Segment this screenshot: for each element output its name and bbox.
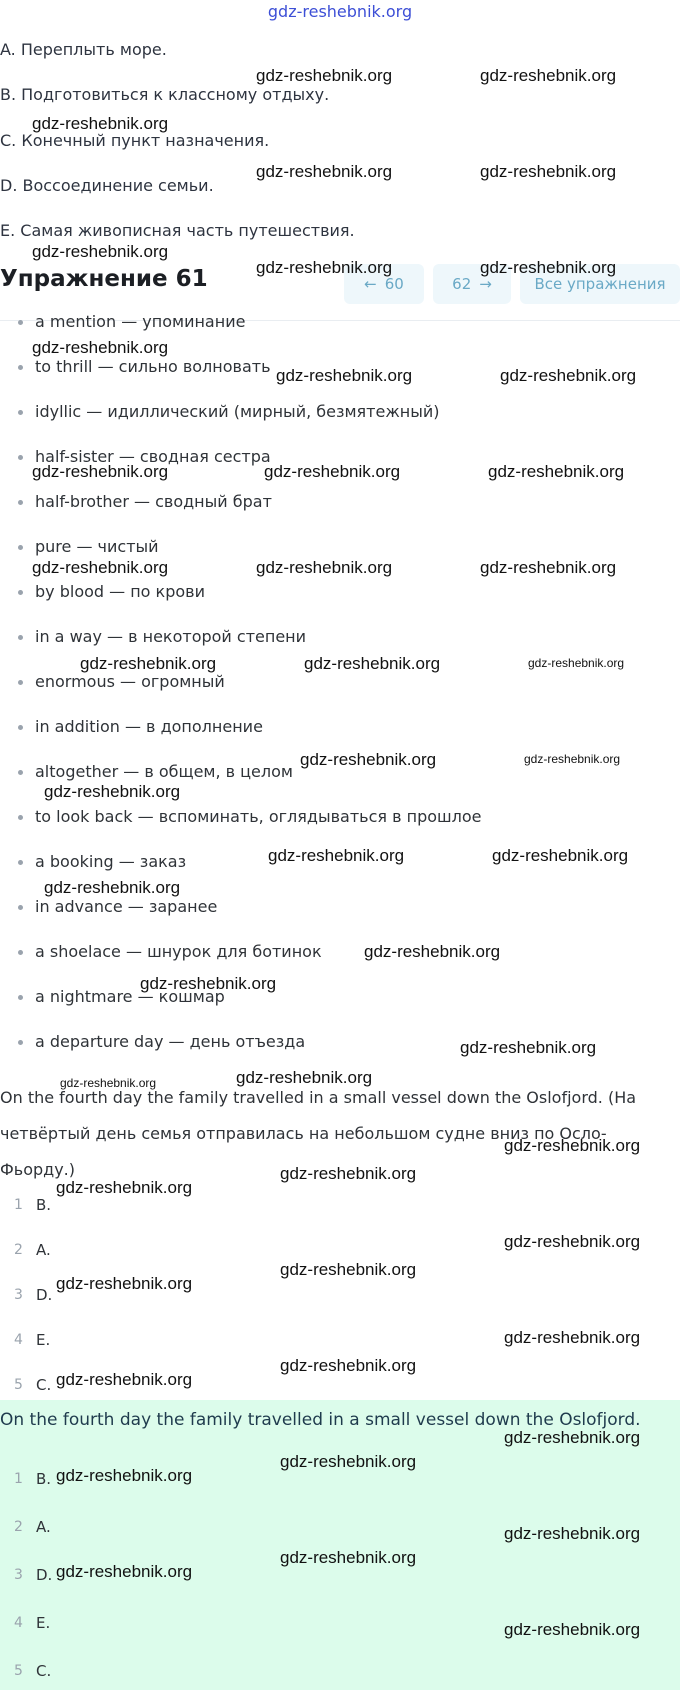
watermark: gdz-reshebnik.org <box>504 1136 641 1155</box>
watermark: gdz-reshebnik.org <box>280 1452 417 1471</box>
watermark: gdz-reshebnik.org <box>56 1370 193 1389</box>
vocab-item: altogether — в общем, в целом <box>18 762 293 781</box>
vocab-item: enormous — огромный <box>18 672 225 691</box>
watermark: gdz-reshebnik.org <box>504 1328 641 1347</box>
watermark: gdz-reshebnik.org <box>280 1260 417 1279</box>
watermark: gdz-reshebnik.org <box>256 66 393 85</box>
translation-line: Фьорду.) <box>0 1160 76 1179</box>
vocab-item: pure — чистый <box>18 537 159 556</box>
watermark: gdz-reshebnik.org <box>460 1038 597 1057</box>
answer-value: C. <box>36 1662 52 1680</box>
watermark: gdz-reshebnik.org <box>504 1428 641 1447</box>
answer-value: E. <box>36 1331 51 1349</box>
answer-number: 3 <box>14 1287 23 1303</box>
answer-number: 4 <box>14 1615 23 1631</box>
watermark: gdz-reshebnik.org <box>504 1620 641 1639</box>
watermark: gdz-reshebnik.org <box>256 258 393 277</box>
option-c: C. Конечный пункт назначения. <box>0 131 270 150</box>
vocab-item: a booking — заказ <box>18 852 186 871</box>
answer-number: 1 <box>14 1471 23 1487</box>
answer-value: B. <box>36 1470 52 1488</box>
watermark: gdz-reshebnik.org <box>32 338 169 357</box>
answer-number: 2 <box>14 1242 23 1258</box>
site-title-link[interactable]: gdz-reshebnik.org <box>267 2 413 21</box>
vocab-item: a nightmare — кошмар <box>18 987 225 1006</box>
watermark: gdz-reshebnik.org <box>32 462 169 481</box>
watermark: gdz-reshebnik.org <box>504 1524 641 1543</box>
watermark: gdz-reshebnik.org <box>480 558 617 577</box>
watermark: gdz-reshebnik.org <box>480 162 617 181</box>
answer-value: A. <box>36 1518 51 1536</box>
vocab-item: in addition — в дополнение <box>18 717 263 736</box>
arrow-right-icon: → <box>479 275 492 293</box>
watermark: gdz-reshebnik.org <box>256 558 393 577</box>
vocab-item: half-brother — сводный брат <box>18 492 272 511</box>
option-d: D. Воссоединение семьи. <box>0 176 214 195</box>
watermark: gdz-reshebnik.org <box>56 1178 193 1197</box>
watermark: gdz-reshebnik.org <box>492 846 629 865</box>
vocab-item: to thrill — сильно волновать <box>18 357 271 376</box>
arrow-left-icon: ← <box>364 275 377 293</box>
vocab-item: idyllic — идиллический (мирный, безмятежный) <box>18 402 439 421</box>
answer-number: 3 <box>14 1567 23 1583</box>
option-a: A. Переплыть море. <box>0 40 167 59</box>
prev-exercise-button[interactable]: ← 60 <box>344 264 424 304</box>
watermark: gdz-reshebnik.org <box>44 782 181 801</box>
watermark: gdz-reshebnik.org <box>268 846 405 865</box>
watermark: gdz-reshebnik.org <box>280 1548 417 1567</box>
watermark: gdz-reshebnik.org <box>280 1356 417 1375</box>
solution-text: On the fourth day the family travelled in a small vessel down the Oslofjord. <box>0 1410 641 1430</box>
watermark: gdz-reshebnik.org <box>32 558 169 577</box>
watermark: gdz-reshebnik.org <box>264 462 401 481</box>
vocab-item: a departure day — день отъезда <box>18 1032 305 1051</box>
answer-value: D. <box>36 1286 53 1304</box>
translation-line: On the fourth day the family travelled in a small vessel down the Oslofjord. (На <box>0 1088 637 1107</box>
watermark: gdz-reshebnik.org <box>32 242 169 261</box>
watermark: gdz-reshebnik.org <box>44 878 181 897</box>
vocab-item: a shoelace — шнурок для ботинок <box>18 942 322 961</box>
watermark: gdz-reshebnik.org <box>480 258 617 277</box>
vocab-item: to look back — вспоминать, оглядываться в прошлое <box>18 807 482 826</box>
vocab-item: a mention — упоминание <box>18 312 245 331</box>
watermark: gdz-reshebnik.org <box>256 162 393 181</box>
answer-number: 5 <box>14 1663 23 1679</box>
watermark: gdz-reshebnik.org <box>56 1274 193 1293</box>
translation-line: четвёртый день семья отправилась на небольшом судне вниз по Осло- <box>0 1124 607 1143</box>
vocab-item: half-sister — сводная сестра <box>18 447 271 466</box>
watermark: gdz-reshebnik.org <box>56 1562 193 1581</box>
all-exercises-button[interactable]: Все упражнения <box>520 264 680 304</box>
answer-number: 1 <box>14 1197 23 1213</box>
watermark: gdz-reshebnik.org <box>80 654 217 673</box>
answer-value: E. <box>36 1614 51 1632</box>
watermark: gdz-reshebnik.org <box>524 752 621 766</box>
vocab-item: in advance — заранее <box>18 897 217 916</box>
exercise-title: Упражнение 61 <box>0 266 208 292</box>
answer-number: 2 <box>14 1519 23 1535</box>
watermark: gdz-reshebnik.org <box>276 366 413 385</box>
watermark: gdz-reshebnik.org <box>300 750 437 769</box>
answer-value: C. <box>36 1376 52 1394</box>
answer-value: D. <box>36 1566 53 1584</box>
watermark: gdz-reshebnik.org <box>140 974 277 993</box>
next-exercise-button[interactable]: 62 → <box>433 264 511 304</box>
watermark: gdz-reshebnik.org <box>488 462 625 481</box>
vocab-item: by blood — по крови <box>18 582 205 601</box>
option-b: B. Подготовиться к классному отдыху. <box>0 85 330 104</box>
watermark: gdz-reshebnik.org <box>32 114 169 133</box>
watermark: gdz-reshebnik.org <box>504 1232 641 1251</box>
vocab-item: in a way — в некоторой степени <box>18 627 306 646</box>
answer-number: 4 <box>14 1332 23 1348</box>
watermark: gdz-reshebnik.org <box>280 1164 417 1183</box>
watermark: gdz-reshebnik.org <box>60 1076 157 1090</box>
answer-value: B. <box>36 1196 52 1214</box>
option-e: E. Самая живописная часть путешествия. <box>0 221 355 240</box>
watermark: gdz-reshebnik.org <box>528 656 625 670</box>
answer-number: 5 <box>14 1377 23 1393</box>
watermark: gdz-reshebnik.org <box>56 1466 193 1485</box>
watermark: gdz-reshebnik.org <box>236 1068 373 1087</box>
watermark: gdz-reshebnik.org <box>480 66 617 85</box>
watermark: gdz-reshebnik.org <box>500 366 637 385</box>
watermark: gdz-reshebnik.org <box>304 654 441 673</box>
watermark: gdz-reshebnik.org <box>364 942 501 961</box>
answer-value: A. <box>36 1241 51 1259</box>
